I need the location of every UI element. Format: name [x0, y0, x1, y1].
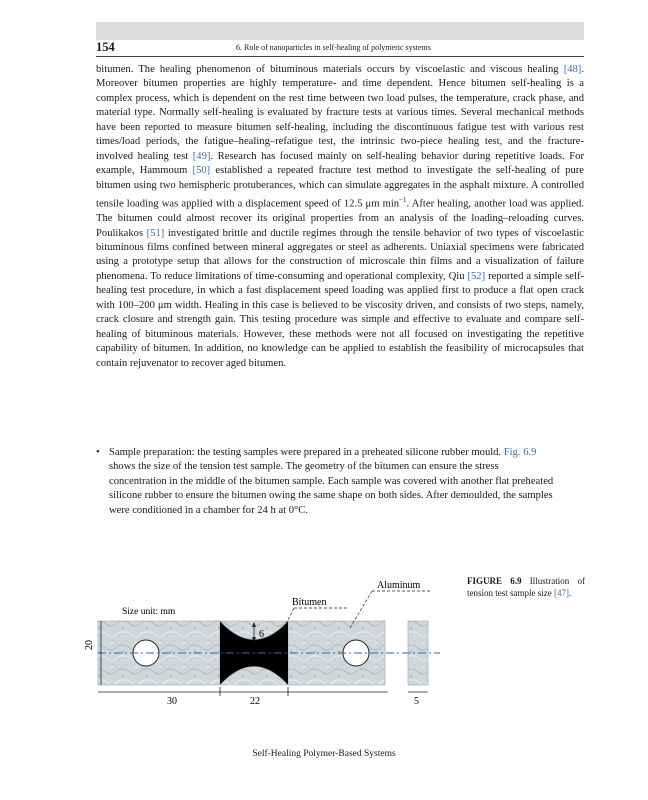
dim-20-label: 20: [84, 640, 95, 650]
dim-22-label: 22: [250, 696, 260, 707]
page-header: [96, 40, 584, 57]
citation-51[interactable]: [51]: [146, 227, 165, 239]
dim-6-label: 6: [259, 629, 264, 640]
citation-52[interactable]: [52]: [467, 270, 486, 282]
figure-link[interactable]: Fig. 6.9: [503, 447, 537, 458]
text-segment: investigated brittle and ductile regimes through the tensile behavior of two types of viscoelastic bituminous films confined between mineral aggregates or steel as adherents. Uniaxial specimens were fabricated using a prototype setup that allows for the construction of microscale thin films and a visualization of failure phenomena. To reduce limitations of time-consuming and operational complexity, Qiu: [96, 227, 584, 282]
bitumen-label: Bitumen: [292, 597, 327, 608]
text-segment: shows the size of the tension test sample. The geometry of the bitumen can ensure the stress concentration in the middle of the bitumen sample. Each sample was covered with another flat preheated silicone rubber to ensure the bitumen owing the same shape on both sides. After demoulded, the samples were conditioned in a chamber for 24 h at 0°C.: [109, 461, 554, 516]
running-title: 6. Role of nanoparticles in self-healing of polymeric systems: [236, 43, 431, 52]
figure-caption: [467, 575, 585, 599]
superscript: −1: [399, 196, 407, 205]
bullet-text: [109, 446, 558, 518]
body-paragraph: [96, 63, 584, 371]
caption-text: .: [568, 588, 572, 598]
caption-label: FIGURE 6.9: [467, 576, 522, 586]
dim-30-label: 30: [167, 696, 177, 707]
tension-sample-diagram: [84, 568, 454, 713]
header-bar: [96, 22, 584, 40]
size-unit-label: Size unit: mm: [122, 607, 176, 617]
text-segment: . Research has focused mainly on self-healing behavior during repetitive loads. For example, Hammoum: [96, 150, 584, 177]
citation-48[interactable]: [48]: [563, 64, 582, 75]
text-segment: Sample preparation: the testing samples were prepared in a preheated silicone rubber mould.: [109, 447, 504, 458]
text-segment: bitumen. The healing phenomenon of bituminous materials occurs by viscoelastic and viscous healing: [96, 64, 564, 75]
bullet-icon: •: [96, 447, 100, 458]
text-segment: reported a simple self-healing test procedure, in which a fast displacement speed loading was applied first to produce a flat open crack with 100–200 μm width. Healing in this case is believed to be viscosity driven, and consists of two steps, namely, crack closure and strength gain. This testing procedure was simple and effective to evaluate and compare self-healing of bituminous materials. However, these methods were not all focused on investigating the repetitive capability of bitumen. In addition, no knowledge can be applied to establish the feasibility of microcapsules that contain rejuvenator to recover aged bitumen.: [96, 270, 584, 369]
text-segment: . Moreover bitumen properties are highly temperature- and time dependent. Hence bitumen self-healing is a complex process, which is dependent on the rest time between two load pulses, the temperature, crack phase, and material type. Normally self-healing is evaluated by fracture tests at various times. Several mechanical methods have been reported to measure bitumen self-healing, including the discontinuous fatigue test with various rest times/load periods, the fatigue–healing–refatigue test, the intrinsic two-piece healing test, and the fracture-involved healing test: [96, 64, 584, 162]
figure-6-9: [84, 568, 454, 713]
aluminum-label: Aluminum: [377, 580, 421, 591]
citation-50[interactable]: [50]: [192, 165, 211, 177]
citation-47[interactable]: [47]: [553, 588, 569, 598]
page-number: 154: [96, 40, 115, 54]
text-segment: . After healing, another load was applied. The bitumen could almost recover its original properties from an analysis of the loading–reloading curves. Poulikakos: [96, 198, 584, 239]
page-footer: Self-Healing Polymer-Based Systems: [252, 749, 396, 759]
caption-text: Illustration of tension test sample size: [467, 576, 585, 598]
bullet-list-item: [96, 446, 558, 518]
text-segment: established a repeated fracture test method to investigate the self-healing of pure bitumen using two hemispheric protuberances, which can simulate aggregates in the asphalt mixture. A controlled tensile loading was applied with a displacement speed of 12.5 μm min: [96, 165, 585, 210]
citation-49[interactable]: [49]: [192, 150, 211, 162]
dim-5-label: 5: [414, 696, 419, 707]
